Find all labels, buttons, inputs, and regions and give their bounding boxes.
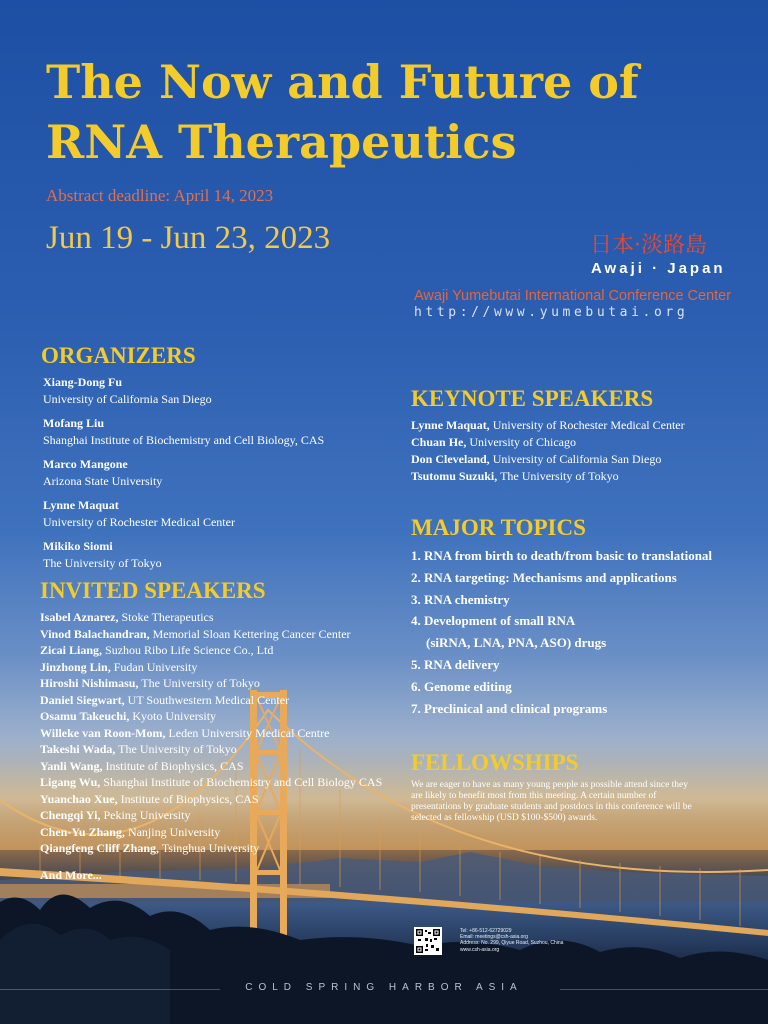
speaker-row — [40, 774, 390, 791]
venue-url[interactable]: http://www.yumebutai.org — [414, 305, 689, 320]
speaker-name: Daniel Siegwart, — [40, 692, 125, 707]
speaker-row — [40, 708, 390, 725]
organizer-name: Mofang Liu — [43, 416, 105, 430]
speaker-affiliation: Peking University — [103, 808, 191, 822]
speaker-affiliation: Nanjing University — [127, 824, 221, 839]
organizers-heading: ORGANIZERS — [41, 343, 196, 368]
speaker-name: Jinzhong Lin, — [40, 659, 111, 674]
keynote-row — [411, 417, 761, 434]
title-line-1: The Now and Future of — [46, 55, 639, 109]
speaker-affiliation: Fudan University — [113, 659, 198, 674]
speaker-affiliation: Memorial Sloan Kettering Cancer Center — [152, 626, 351, 641]
contact-email[interactable]: Email: meetings@csh-asia.org — [460, 934, 528, 941]
speaker-name: Chengqi Yi, — [40, 808, 101, 822]
speaker-name: Chen-Yu Zhang, — [40, 824, 125, 839]
organizer-name: Xiang-Dong Fu — [43, 375, 123, 389]
organizer-name: Marco Mangone — [43, 457, 128, 471]
conference-title — [46, 52, 746, 172]
speaker-name: Hiroshi Nishimasu, — [40, 676, 139, 690]
speaker-name: Vinod Balachandran, — [40, 626, 150, 641]
speaker-row — [40, 791, 390, 808]
speaker-row — [40, 824, 390, 841]
organizer-name: Lynne Maquat — [43, 498, 119, 512]
organizer-affiliation: University of California San Diego — [43, 392, 212, 406]
organizer-name: Mikiko Siomi — [43, 539, 113, 553]
organizer-item — [43, 497, 383, 531]
keynote-name: Chuan He, — [411, 435, 467, 449]
speaker-name: Osamu Takeuchi, — [40, 709, 130, 723]
venue-name: Awaji Yumebutai International Conference Center — [414, 288, 732, 304]
footer-organization: COLD SPRING HARBOR ASIA — [245, 982, 523, 993]
speaker-name: Yanli Wang, — [40, 758, 103, 773]
topic-item: 7. Preclinical and clinical programs — [411, 700, 608, 716]
organizer-item — [43, 415, 383, 449]
speaker-row — [40, 675, 390, 692]
speaker-row — [40, 642, 390, 659]
speaker-name: Yuanchao Xue, — [40, 791, 118, 806]
keynote-row — [411, 468, 761, 485]
speaker-affiliation: UT Southwestern Medical Center — [127, 692, 290, 707]
qr-code-icon[interactable] — [414, 927, 442, 955]
speaker-name: Ligang Wu, — [40, 775, 101, 789]
organizer-item — [43, 456, 383, 490]
organizer-item — [43, 374, 383, 408]
speaker-affiliation: Suzhou Ribo Life Science Co., Ltd — [105, 643, 274, 657]
keynote-affiliation: University of California San Diego — [492, 452, 662, 466]
fellowships-heading: FELLOWSHIPS — [411, 750, 579, 775]
organizer-item — [43, 538, 383, 572]
speaker-affiliation: Institute of Biophysics, CAS — [120, 791, 259, 806]
keynote-name: Don Cleveland, — [411, 452, 490, 466]
speaker-affiliation: Institute of Biophysics, CAS — [105, 758, 244, 773]
keynote-affiliation: University of Rochester Medical Center — [492, 418, 685, 432]
contact-web[interactable]: www.csh-asia.org — [460, 946, 500, 953]
speaker-affiliation: Stoke Therapeutics — [121, 610, 214, 624]
topic-item: 5. RNA delivery — [411, 656, 500, 672]
organizer-affiliation: The University of Tokyo — [43, 556, 162, 570]
topic-item: 1. RNA from birth to death/from basic to translational — [411, 548, 713, 563]
organizer-affiliation: University of Rochester Medical Center — [43, 515, 235, 529]
speaker-name: Willeke van Roon-Mom, — [40, 725, 166, 740]
contact-tel: Tel: +86-512-62729029 — [460, 928, 512, 934]
speaker-name: Takeshi Wada, — [40, 742, 116, 756]
speaker-row — [40, 758, 390, 775]
topic-item: 6. Genome editing — [411, 678, 512, 694]
speaker-row — [40, 807, 390, 824]
keynote-row — [411, 451, 761, 468]
major-topics-heading: MAJOR TOPICS — [411, 515, 586, 540]
speaker-affiliation: Tsinghua University — [161, 841, 260, 855]
keynote-name: Tsutomu Suzuki, — [411, 469, 498, 483]
and-more-label: And More... — [40, 867, 102, 882]
speaker-affiliation: Shanghai Institute of Biochemistry and Cell Biology CAS — [103, 775, 383, 789]
organizer-affiliation: Arizona State University — [43, 474, 163, 488]
keynote-speakers-list — [411, 417, 761, 485]
speaker-row — [40, 626, 390, 643]
speaker-name: Zicai Liang, — [40, 643, 103, 657]
conference-dates: Jun 19 - Jun 23, 2023 — [46, 220, 331, 256]
speaker-row — [40, 609, 390, 626]
topic-item: 4. Development of small RNA — [411, 613, 576, 629]
speaker-row — [40, 840, 390, 857]
invited-speakers-heading: INVITED SPEAKERS — [40, 578, 266, 603]
contact-info — [460, 928, 563, 953]
speaker-row — [40, 741, 390, 758]
speaker-affiliation: The University of Tokyo — [141, 676, 260, 690]
speaker-affiliation: Kyoto University — [132, 709, 217, 723]
topic-item: 3. RNA chemistry — [411, 591, 510, 607]
keynote-affiliation: The University of Tokyo — [500, 469, 619, 483]
keynote-speakers-heading: KEYNOTE SPEAKERS — [411, 386, 654, 411]
abstract-deadline: Abstract deadline: April 14, 2023 — [46, 186, 274, 205]
organizer-affiliation: Shanghai Institute of Biochemistry and Cell Biology, CAS — [43, 433, 325, 447]
topic-item: 2. RNA targeting: Mechanisms and applications — [411, 569, 677, 585]
speaker-affiliation: Leden University Medical Centre — [168, 725, 330, 740]
major-topics-list — [411, 545, 761, 719]
speaker-row — [40, 659, 390, 676]
speaker-name: Qiangfeng Cliff Zhang, — [40, 841, 160, 855]
speaker-row — [40, 725, 390, 742]
location-english: Awaji · Japan — [591, 260, 726, 277]
fellowships-text: We are eager to have as many young people as possible attend since they are likely to benefit most from this meeting. A certain number of presentations by graduate students and postdocs in this conference will be selected as fellowship (USD $100-$500) awards. — [411, 780, 692, 823]
speaker-row — [40, 692, 390, 709]
invited-speakers-list — [40, 609, 390, 883]
contact-address: Address: No. 299, Qiyue Road, Suzhou, China — [460, 940, 564, 947]
title-line-2: RNA Therapeutics — [46, 115, 517, 169]
keynote-affiliation: University of Chicago — [469, 435, 577, 449]
keynote-name: Lynne Maquat, — [411, 418, 490, 432]
location-japanese: 日本·淡路島 — [590, 233, 707, 258]
speaker-affiliation: The University of Tokyo — [118, 742, 237, 756]
keynote-row — [411, 434, 761, 451]
speaker-name: Isabel Aznarez, — [40, 610, 119, 624]
topic-item: (siRNA, LNA, PNA, ASO) drugs — [426, 635, 607, 651]
organizers-list — [43, 374, 383, 579]
